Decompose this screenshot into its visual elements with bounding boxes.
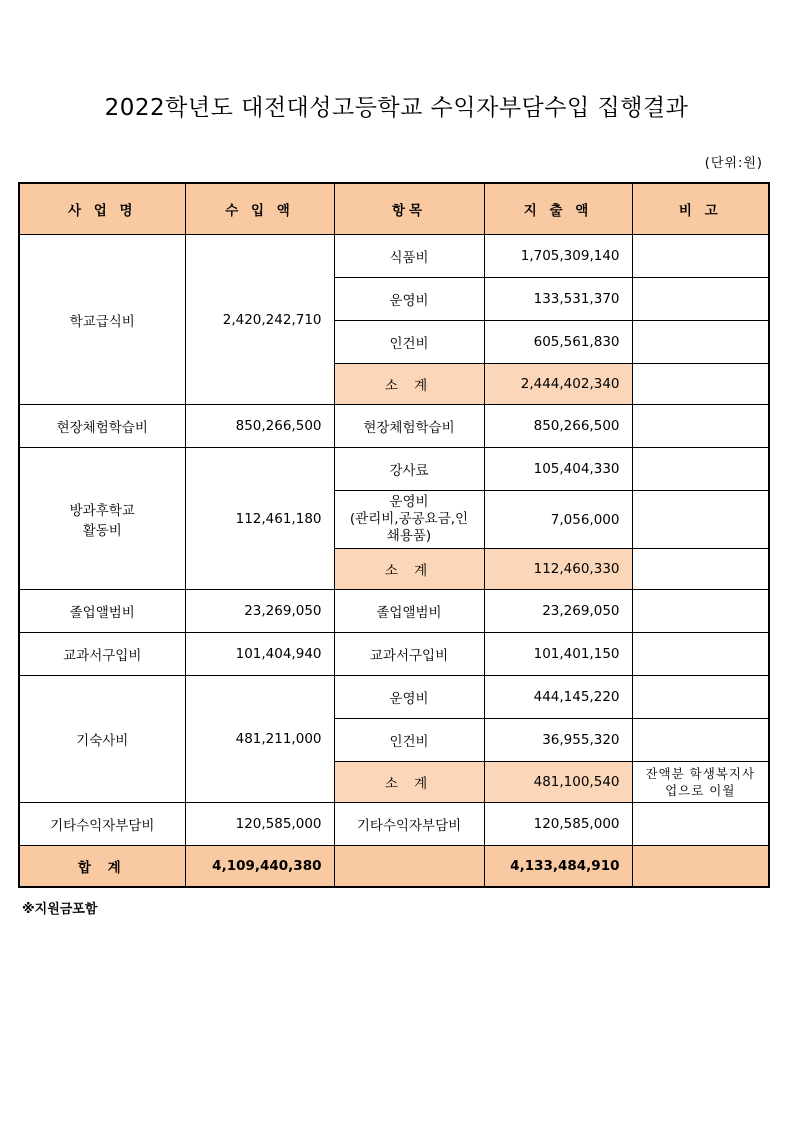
header-income: 수 입 액	[185, 183, 334, 235]
item-name: 현장체험학습비	[334, 405, 484, 448]
expense-amount: 36,955,320	[484, 719, 632, 762]
table-row	[19, 235, 769, 278]
unit-label: (단위:원)	[704, 156, 763, 171]
subtotal-label: 소 계	[334, 762, 484, 803]
expense-amount: 120,585,000	[484, 803, 632, 846]
income-amount: 2,420,242,710	[185, 235, 334, 405]
remark-cell	[632, 448, 769, 491]
footnote: ※지원금포함	[22, 902, 98, 917]
header-project: 사 업 명	[19, 183, 185, 235]
expense-amount: 23,269,050	[484, 590, 632, 633]
header-row	[19, 183, 769, 235]
item-name: 기타수익자부담비	[334, 803, 484, 846]
settlement-table	[18, 182, 770, 888]
total-income: 4,109,440,380	[185, 846, 334, 888]
expense-amount: 850,266,500	[484, 405, 632, 448]
income-amount: 112,461,180	[185, 448, 334, 590]
item-name-line: 운영비	[389, 494, 429, 510]
remark-note	[632, 762, 769, 803]
remark-cell	[632, 719, 769, 762]
item-name: 졸업앨범비	[334, 590, 484, 633]
income-amount: 481,211,000	[185, 676, 334, 803]
expense-amount: 105,404,330	[484, 448, 632, 491]
remark-cell	[632, 803, 769, 846]
table-row	[19, 803, 769, 846]
item-name: 식품비	[334, 235, 484, 278]
income-amount: 120,585,000	[185, 803, 334, 846]
project-name: 학교급식비	[19, 235, 185, 405]
subtotal-label: 소 계	[334, 549, 484, 590]
total-remark-cell	[632, 846, 769, 888]
project-name: 졸업앨범비	[19, 590, 185, 633]
income-amount: 23,269,050	[185, 590, 334, 633]
header-expense: 지 출 액	[484, 183, 632, 235]
total-label: 합 계	[19, 846, 185, 888]
item-name: 운영비	[334, 278, 484, 321]
total-expense: 4,133,484,910	[484, 846, 632, 888]
remark-cell	[632, 491, 769, 549]
item-name: 교과서구입비	[334, 633, 484, 676]
project-name: 교과서구입비	[19, 633, 185, 676]
remark-cell	[632, 278, 769, 321]
remark-cell	[632, 549, 769, 590]
item-name-line: 쇄용품)	[386, 528, 432, 544]
table-row	[19, 448, 769, 491]
remark-cell	[632, 590, 769, 633]
project-name-line: 방과후학교	[69, 502, 135, 519]
expense-amount: 444,145,220	[484, 676, 632, 719]
header-item: 항목	[334, 183, 484, 235]
subtotal-amount: 481,100,540	[484, 762, 632, 803]
subtotal-amount: 2,444,402,340	[484, 364, 632, 405]
income-amount: 850,266,500	[185, 405, 334, 448]
table-row	[19, 676, 769, 719]
remark-cell	[632, 405, 769, 448]
page-title: 2022학년도 대전대성고등학교 수익자부담수입 집행결과	[104, 95, 689, 121]
item-name: 강사료	[334, 448, 484, 491]
expense-amount: 101,401,150	[484, 633, 632, 676]
expense-amount: 7,056,000	[484, 491, 632, 549]
remark-cell	[632, 235, 769, 278]
header-remark: 비 고	[632, 183, 769, 235]
income-amount: 101,404,940	[185, 633, 334, 676]
project-name: 현장체험학습비	[19, 405, 185, 448]
remark-cell	[632, 676, 769, 719]
remark-line: 업으로 이월	[665, 783, 736, 798]
subtotal-label: 소 계	[334, 364, 484, 405]
item-name-line: (관리비,공공요금,인	[349, 511, 469, 527]
expense-amount: 605,561,830	[484, 321, 632, 364]
total-item-cell	[334, 846, 484, 888]
table-row	[19, 405, 769, 448]
item-name: 인건비	[334, 719, 484, 762]
item-name: 인건비	[334, 321, 484, 364]
subtotal-amount: 112,460,330	[484, 549, 632, 590]
remark-cell	[632, 321, 769, 364]
item-name: 운영비	[334, 676, 484, 719]
remark-line: 잔액분 학생복지사	[645, 766, 756, 781]
item-name	[334, 491, 484, 549]
table-row	[19, 590, 769, 633]
expense-amount: 1,705,309,140	[484, 235, 632, 278]
project-name: 기숙사비	[19, 676, 185, 803]
total-row	[19, 846, 769, 888]
remark-cell	[632, 364, 769, 405]
project-name	[19, 448, 185, 590]
project-name: 기타수익자부담비	[19, 803, 185, 846]
table-row	[19, 633, 769, 676]
remark-cell	[632, 633, 769, 676]
expense-amount: 133,531,370	[484, 278, 632, 321]
project-name-line: 활동비	[82, 522, 122, 539]
